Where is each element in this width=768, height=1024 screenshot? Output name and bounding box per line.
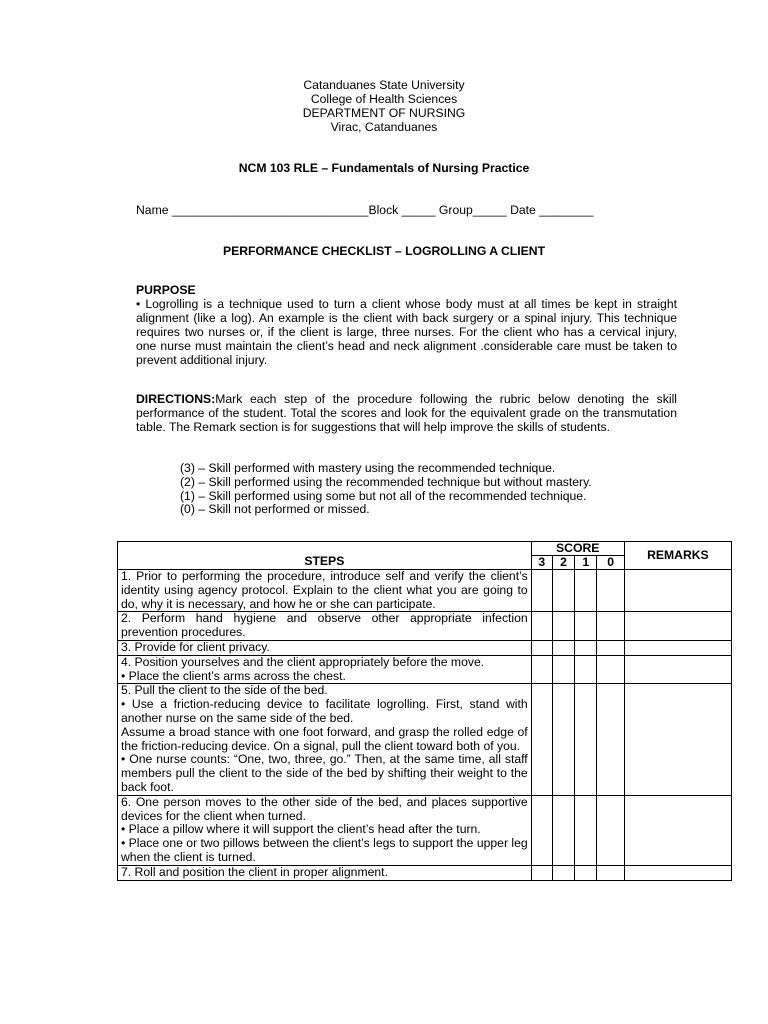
step-line: 2. Perform hand hygiene and observe other appropriate infection prevention procedures. — [121, 611, 528, 640]
remarks-cell[interactable] — [624, 684, 731, 795]
step-cell — [118, 655, 532, 684]
step-cell — [118, 865, 532, 880]
step-line: 4. Position yourselves and the client appropriately before the move. — [121, 654, 485, 669]
remarks-header: REMARKS — [624, 542, 731, 570]
rubric-item: (0) – Skill not performed or missed. — [180, 502, 370, 517]
remarks-cell[interactable] — [624, 865, 731, 880]
score-cell-2[interactable] — [552, 684, 574, 795]
course-title: NCM 103 RLE – Fundamentals of Nursing Practice — [238, 161, 530, 175]
score-cell-0[interactable] — [597, 655, 624, 684]
score-col-3: 3 — [531, 556, 552, 570]
purpose-text: • Logrolling is a technique used to turn a client whose body must at all times be kept in straight alignment (like a log). An example is the client with back surgery or a spinal injury. This technique requires two nurses or, if the client is large, three nurses. For the client who has a cervical injury, one nurse must maintain the client’s head and neck alignment .considerable care must be taken to prevent additional injury. — [136, 297, 677, 367]
table-row — [118, 612, 732, 641]
remarks-cell[interactable] — [624, 640, 731, 655]
rubric-item: (1) – Skill performed using some but not all of the recommended technique. — [180, 488, 587, 503]
step-cell — [118, 570, 532, 612]
purpose-heading: PURPOSE — [136, 283, 196, 297]
step-line: • One nurse counts: “One, two, three, go.” Then, at the same time, all staff members pull the client to the side of the bed by shifting their weight to the back foot. — [121, 752, 528, 794]
score-cell-2[interactable] — [552, 865, 574, 880]
step-cell — [118, 795, 532, 865]
college-name: College of Health Sciences — [310, 92, 458, 106]
score-cell-3[interactable] — [531, 655, 552, 684]
step-cell — [118, 640, 532, 655]
score-cell-0[interactable] — [597, 865, 624, 880]
department-name: DEPARTMENT OF NURSING — [302, 106, 466, 120]
score-cell-3[interactable] — [531, 865, 552, 880]
student-info-line: Name _____________________________Block _____ Group_____ Date ________ — [136, 203, 594, 217]
step-line: Assume a broad stance with one foot forward, and grasp the rolled edge of the friction-reducing device. On a signal, pull the client toward both of you. — [121, 724, 528, 753]
institution-header — [0, 78, 768, 134]
score-col-2: 2 — [552, 556, 574, 570]
score-cell-1[interactable] — [575, 640, 597, 655]
score-cell-0[interactable] — [597, 570, 624, 612]
score-cell-1[interactable] — [575, 612, 597, 641]
location: Virac, Catanduanes — [330, 120, 438, 134]
remarks-cell[interactable] — [624, 655, 731, 684]
step-line: • Place the client’s arms across the chest. — [121, 668, 346, 683]
score-cell-3[interactable] — [531, 640, 552, 655]
checklist-rows — [118, 570, 732, 881]
score-cell-3[interactable] — [531, 795, 552, 865]
score-col-1: 1 — [575, 556, 597, 570]
remarks-cell[interactable] — [624, 570, 731, 612]
step-cell — [118, 684, 532, 795]
step-line: 6. One person moves to the other side of the bed, and places supportive devices for the client when turned. — [121, 794, 528, 823]
table-row — [118, 795, 732, 865]
directions-label: DIRECTIONS: — [136, 392, 216, 406]
remarks-cell[interactable] — [624, 795, 731, 865]
step-line: 5. Pull the client to the side of the bed. — [121, 683, 328, 698]
score-col-0: 0 — [597, 556, 624, 570]
directions-paragraph — [136, 392, 677, 434]
step-cell — [118, 612, 532, 641]
steps-header: STEPS — [118, 542, 532, 570]
score-cell-0[interactable] — [597, 612, 624, 641]
score-cell-0[interactable] — [597, 684, 624, 795]
score-cell-0[interactable] — [597, 795, 624, 865]
checklist-title: PERFORMANCE CHECKLIST – LOGROLLING A CLIENT — [222, 244, 546, 258]
step-line: 7. Roll and position the client in proper alignment. — [121, 864, 388, 879]
step-line: 1. Prior to performing the procedure, introduce self and verify the client’s identity using agency protocol. Explain to the client what you are going to do, why it is necessary, and how he or she can participate. — [121, 569, 528, 611]
remarks-cell[interactable] — [624, 612, 731, 641]
score-cell-3[interactable] — [531, 612, 552, 641]
score-cell-2[interactable] — [552, 640, 574, 655]
score-cell-1[interactable] — [575, 570, 597, 612]
rubric-item: (3) – Skill performed with mastery using the recommended technique. — [180, 461, 556, 475]
university-name: Catanduanes State University — [303, 78, 465, 92]
score-cell-3[interactable] — [531, 570, 552, 612]
score-cell-1[interactable] — [575, 865, 597, 880]
score-cell-2[interactable] — [552, 612, 574, 641]
checklist-table — [117, 541, 732, 881]
table-row — [118, 640, 732, 655]
table-row — [118, 655, 732, 684]
step-line: • Use a friction-reducing device to facilitate logrolling. First, stand with another nurse on the same side of the bed. — [121, 697, 528, 725]
score-cell-3[interactable] — [531, 684, 552, 795]
score-header: SCORE — [531, 542, 624, 556]
score-cell-2[interactable] — [552, 570, 574, 612]
score-cell-1[interactable] — [575, 795, 597, 865]
score-cell-2[interactable] — [552, 655, 574, 684]
step-line: 3. Provide for client privacy. — [121, 639, 270, 654]
rubric-item: (2) – Skill performed using the recommended technique but without mastery. — [180, 474, 592, 489]
score-cell-0[interactable] — [597, 640, 624, 655]
score-cell-1[interactable] — [575, 655, 597, 684]
table-row — [118, 570, 732, 612]
step-line: • Place a pillow where it will support the client’s head after the turn. — [121, 822, 481, 837]
step-line: • Place one or two pillows between the client’s legs to support the upper leg when the client is turned. — [121, 836, 528, 864]
table-row — [118, 684, 732, 795]
directions-text: Mark each step of the procedure following the rubric below denoting the skill performance of the student. Total the scores and look for the equivalent grade on the transmutation table. The Remark section is for suggestions that will help improve the skills of students. — [136, 392, 677, 434]
score-cell-2[interactable] — [552, 795, 574, 865]
table-row — [118, 865, 732, 880]
score-cell-1[interactable] — [575, 684, 597, 795]
rubric-list — [180, 462, 592, 517]
